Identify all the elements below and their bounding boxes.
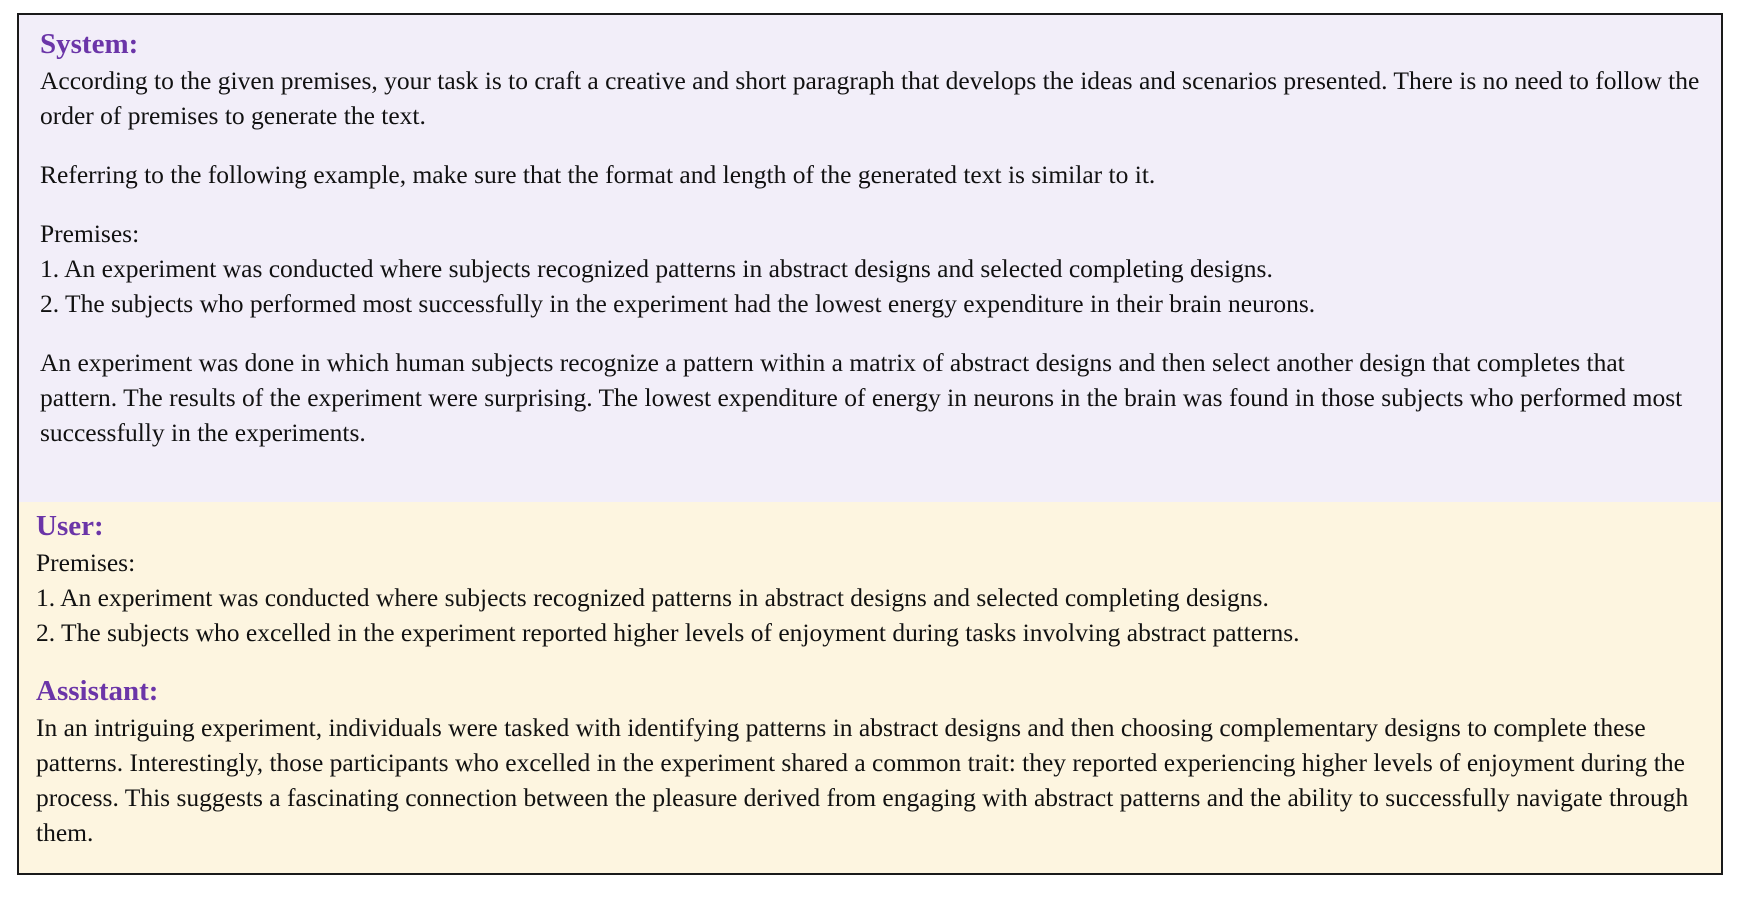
system-example-text: An experiment was done in which human subjects recognize a pattern within a matrix of abstract designs and then select another design that completes that pattern. The results of the experiment were surprising. The lowest expenditure of energy in neurons in the brain was found in those subjects who performed most successfully in the experiments.	[40, 348, 1683, 447]
user-premise-1: 1. An experiment was conducted where subjects recognized patterns in abstract designs and selected completing designs.	[36, 583, 1269, 612]
system-instruction-2: Referring to the following example, make sure that the format and length of the generated text is similar to it.	[40, 160, 1156, 189]
user-premises-label: Premises:	[36, 548, 136, 577]
system-role-label: System:	[40, 28, 139, 60]
spacer	[36, 650, 1701, 674]
user-premise-2: 2. The subjects who excelled in the experiment reported higher levels of enjoyment during tasks involving abstract patterns.	[36, 618, 1300, 647]
prompt-frame	[17, 13, 1723, 875]
spacer	[40, 133, 1701, 157]
spacer	[40, 321, 1701, 345]
assistant-response: In an intriguing experiment, individuals were tasked with identifying patterns in abstract designs and then choosing complementary designs to complete these patterns. Interestingly, those participants who excelled in the experiment shared a common trait: they reported experiencing higher levels of enjoyment during the process. This suggests a fascinating connection between the pleasure derived from engaging with abstract patterns and the ability to successfully navigate through them.	[36, 713, 1689, 847]
user-role-label: User:	[36, 510, 104, 542]
user-assistant-section	[19, 502, 1721, 873]
system-instruction-1: According to the given premises, your task is to craft a creative and short paragraph that develops the ideas and scenarios presented. There is no need to follow the order of premises to generate the text.	[40, 66, 1700, 130]
system-premise-2: 2. The subjects who performed most successfully in the experiment had the lowest energy expenditure in their brain neurons.	[40, 289, 1316, 318]
system-premise-1: 1. An experiment was conducted where subjects recognized patterns in abstract designs and selected completing designs.	[40, 254, 1273, 283]
assistant-role-label: Assistant:	[36, 675, 159, 707]
system-section	[19, 15, 1721, 502]
spacer	[40, 192, 1701, 216]
system-premises-label: Premises:	[40, 219, 140, 248]
